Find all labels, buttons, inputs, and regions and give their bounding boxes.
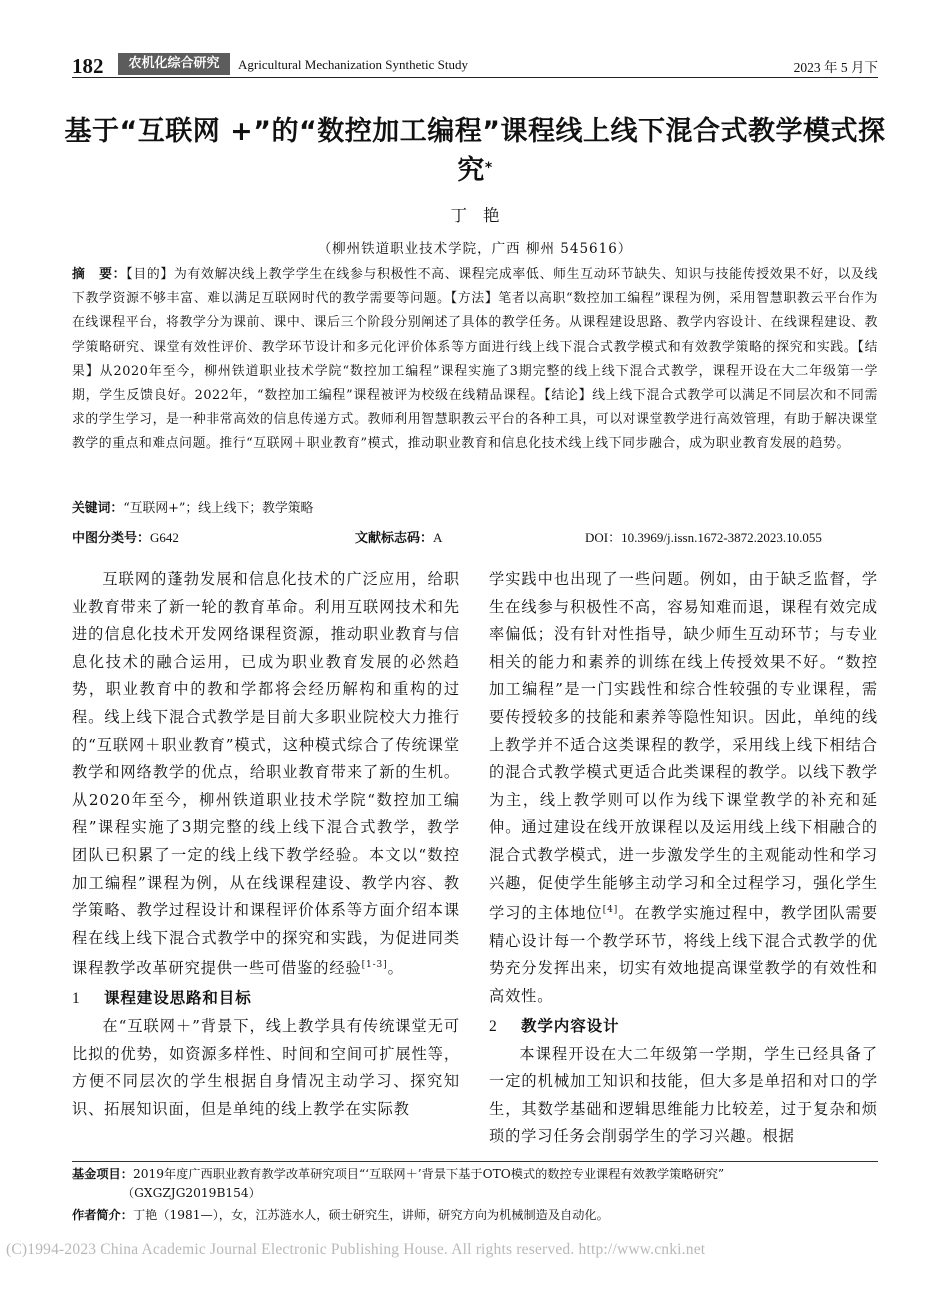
doc-code-label: 文献标志码： <box>355 531 434 546</box>
doi <box>585 527 822 546</box>
document-code <box>355 527 442 546</box>
keywords <box>72 497 878 516</box>
clc-value: G642 <box>150 530 179 545</box>
keywords-text: “互联网+”；线上线下；教学策略 <box>123 501 314 516</box>
keywords-label: 关键词： <box>72 501 124 516</box>
citation-ref: [1-3] <box>361 960 388 971</box>
body-column-right <box>489 566 878 1151</box>
issue-date: 2023 年 5 月下 <box>793 60 878 75</box>
section-1-paragraph: 在“互联网＋”背景下，线上教学具有传统课堂无可比拟的优势，如资源多样性、时间和空间可扩展性等，方便不同层次的学生根据自身情况主动学习、探究知识、拓展知识面，但是单纯的线上教学在实际教 <box>72 1016 460 1118</box>
section-1-heading <box>72 983 460 1013</box>
section-1-title: 课程建设思路和目标 <box>104 988 252 1007</box>
doi-value: 10.3969/j.issn.1672-3872.2023.10.055 <box>621 530 822 545</box>
section-1-paragraph-continued <box>489 566 878 1011</box>
author-bio <box>72 1206 878 1225</box>
intro-paragraph <box>72 566 460 983</box>
bio-text: 丁艳（1981—），女，江苏涟水人，硕士研究生，讲师，研究方向为机械制造及自动化。 <box>132 1208 609 1222</box>
doi-label: DOI： <box>585 530 622 545</box>
abstract <box>72 263 878 457</box>
section-2-heading <box>489 1011 878 1041</box>
funding-code: （GXGZJG2019B154） <box>122 1186 261 1200</box>
clc-label: 中图分类号： <box>72 531 151 546</box>
journal-name-cn: 农机化综合研究 <box>118 53 230 75</box>
citation-ref: [4] <box>602 905 619 916</box>
section-1-continued-end: 。在教学实施过程中，教学团队需要精心设计每一个教学环节，将线上线下混合式教学的优势充分发挥出来，切实有效地提高课堂教学的有效性和高效性。 <box>489 904 878 1005</box>
copyright-watermark: (C)1994-2023 China Academic Journal Electronic Publishing House. All rights reserved. http://www.cnki.net <box>6 1241 706 1258</box>
journal-name-en: Agricultural Mechanization Synthetic Study <box>238 57 468 72</box>
clc-number <box>72 527 179 546</box>
title-footnote-mark: * <box>484 160 493 176</box>
intro-end: 。 <box>387 959 404 978</box>
article-title <box>60 112 890 190</box>
header-rule <box>72 77 878 78</box>
section-2-paragraph: 本课程开设在大二年级第一学期，学生已经具备了一定的机械加工知识和技能，但大多是单招和对口的学生，其数学基础和逻辑思维能力比较差，过于复杂和烦琐的学习任务会削弱学生的学习兴趣。根据 <box>489 1044 878 1146</box>
affiliation: （柳州铁道职业技术学院，广西 柳州 545616） <box>317 241 633 257</box>
intro-text: 互联网的蓬勃发展和信息化技术的广泛应用，给职业教育带来了新一轮的教育革命。利用互联网技术和先进的信息化技术开发网络课程资源，推动职业教育与信息化技术的融合运用，已成为职业教育发展的必然趋势，职业教育中的教和学都将会经历解构和重构的过程。线上线下混合式教学是目前大多职业院校大力推行的“互联网＋职业教育”模式，这种模式综合了传统课堂教学和网络教学的优点，给职业教育带来了新的生机。从2020年至今，柳州铁道职业技术学院“数控加工编程”课程实施了3期完整的线上线下混合式教学，教学团队已积累了一定的线上线下教学经验。本文以“数控加工编程”课程为例，从在线课程建设、教学内容、教学策略、教学过程设计和课程评价体系等方面介绍本课程在线上线下混合式教学中的探究和实践，为促进同类课程教学改革研究提供一些可借鉴的经验 <box>72 570 460 978</box>
section-2-number: 2 <box>489 1017 498 1035</box>
section-2-title: 教学内容设计 <box>521 1016 620 1035</box>
doc-code-value: A <box>433 530 443 545</box>
footnote-rule <box>72 1161 878 1162</box>
funding-note <box>72 1165 878 1203</box>
body-column-left <box>72 566 460 1123</box>
funding-label: 基金项目： <box>72 1167 133 1181</box>
bio-label: 作者简介： <box>72 1208 133 1222</box>
abstract-label: 摘 要： <box>72 267 127 282</box>
section-1-number: 1 <box>72 989 81 1007</box>
abstract-text: 【目的】为有效解决线上教学学生在线参与积极性不高、课程完成率低、师生互动环节缺失、知识与技能传授效果不好，以及线下教学资源不够丰富、难以满足互联网时代的教学需要等问题。【方法】笔者以高职“数控加工编程”课程为例，采用智慧职教云平台作为在线课程平台，将教学分为课前、课中、课后三个阶段分别阐述了具体的教学任务。从课程建设思路、教学内容设计、在线课程建设、教学策略研究、课堂有效性评价、教学环节设计和多元化评价体系等方面进行线上线下混合式教学模式和有效教学策略的探究和实践。【结果】从2020年至今，柳州铁道职业技术学院“数控加工编程”课程实施了3期完整的线上线下混合式教学，课程开设在大二年级第一学期，学生反馈良好。2022年，“数控加工编程”课程被评为校级在线精品课程。【结论】线上线下混合式教学可以满足不同层次和不同需求的学生学习，是一种非常高效的信息传递方式。教师利用智慧职教云平台的各种工具，可以对课堂教学进行高效管理，有助于解决课堂教学的重点和难点问题。推行“互联网＋职业教育”模式，推动职业教育和信息化技术线上线下同步融合，成为职业教育发展的趋势。 <box>72 267 878 452</box>
title-text: 基于“互联网 +”的“数控加工编程”课程线上线下混合式教学模式探究 <box>64 116 886 186</box>
page-number: 182 <box>72 54 104 78</box>
section-1-continued-text: 学实践中也出现了一些问题。例如，由于缺乏监督，学生在线参与积极性不高，容易知难而退，课程有效完成率偏低；没有针对性指导，缺少师生互动环节；与专业相关的能力和素养的训练在线上传授效果不好。“数控加工编程”是一门实践性和综合性较强的专业课程，需要传授较多的技能和素养等隐性知识。因此，单纯的线上教学并不适合这类课程的教学，采用线上线下相结合的混合式教学模式更适合此类课程的教学。以线下教学为主，线上教学则可以作为线下课堂教学的补充和延伸。通过建设在线开放课程以及运用线上线下相融合的混合式教学模式，进一步激发学生的主观能动性和学习兴趣，促使学生能够主动学习和全过程学习，强化学生学习的主体地位 <box>489 570 878 923</box>
author: 丁艳 <box>450 206 516 225</box>
funding-text: 2019年度广西职业教育教学改革研究项目“‘互联网＋’背景下基于OTO模式的数控专业课程有效教学策略研究” <box>132 1167 725 1181</box>
